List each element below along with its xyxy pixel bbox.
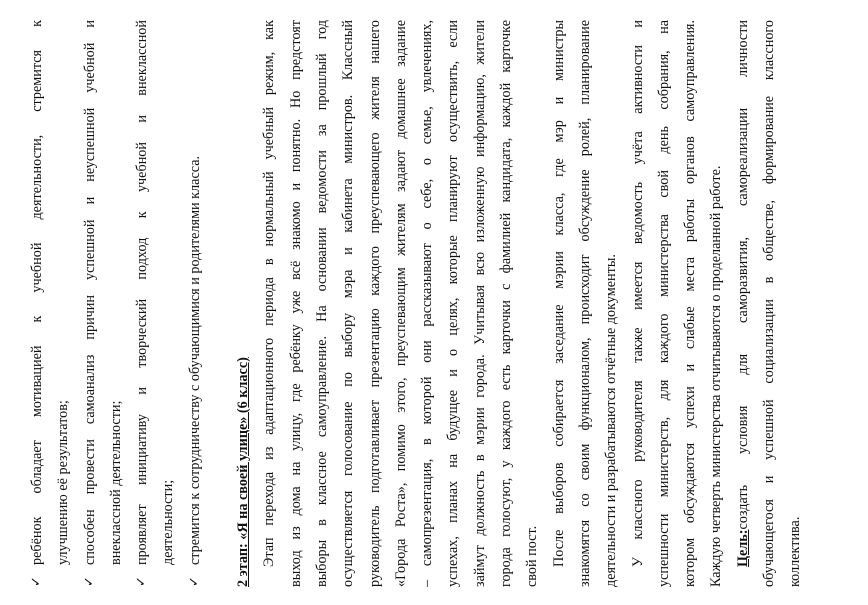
bullet-continuation-line [103, 20, 129, 587]
goal-line: коллектива. [787, 516, 804, 587]
paragraph-line: успехах, планах на будущее и о целях, которые планируют осуществить, если [445, 20, 462, 587]
bullet-text: внеклассной деятельности; [107, 400, 124, 565]
paragraph-line: «Города Роста», помимо этого, преуспевающим жителям задают домашнее задание [392, 20, 409, 587]
checkmark-icon: ✓ [81, 576, 97, 587]
paragraph-line: займут должность в мэрии города. Учитывая всю изложенную информацию, жители [471, 20, 488, 587]
goal-text: создать условия для саморазвития, самореализации личности [734, 20, 751, 530]
paragraph-line: котором обсуждаются успехи и слабые места работы органов самоуправления. [682, 20, 699, 587]
bullet-item-line [182, 20, 208, 587]
bullet-text: деятельности; [160, 479, 177, 565]
bullet-item-line [24, 20, 50, 587]
criteria-list [24, 20, 208, 587]
paragraph-after-elections [546, 20, 625, 587]
checkmark-icon: ✓ [134, 576, 150, 587]
paragraph-line: – самопрезентация, в которой они рассказывают о себе, о семье, увлечениях, [419, 20, 436, 587]
goal-label: Цель: [734, 529, 751, 567]
bullet-text: улучшению её результатов; [55, 400, 72, 565]
paragraph-line: руководитель подготавливает презентацию каждого преуспевающего жителя нашего [366, 20, 383, 587]
paragraph-teacher-ledger [625, 20, 730, 587]
bullet-text: ребёнок обладает мотивацией к учебной деятельности, стремится к [29, 20, 45, 565]
paragraph-line: У классного руководителя также имеется ведомость учёта активности и [629, 20, 646, 567]
section-heading: 2 этап: «Я на своей улице» (6 класс) [235, 357, 252, 587]
goal-first-line [730, 20, 756, 587]
paragraph-line: Этап перехода из адаптационного периода в нормальный учебный режим, как [261, 20, 278, 567]
spacer [208, 20, 230, 587]
bullet-text: проявляет инициативу и творческий подход к учебной и внеклассной [134, 20, 151, 565]
paragraph-line: выход из дома на улицу, где ребёнку уже всё знакомо и понятно. Но предстоят [287, 20, 304, 587]
checkmark-icon: ✓ [186, 576, 202, 587]
paragraph-line: осуществляется голосование по выбору мэра и кабинета министров. Классный [340, 20, 357, 587]
bullet-item-line [77, 20, 103, 587]
bullet-text: стремится к сотрудничеству с обучающимися и родителями класса. [186, 155, 203, 565]
paragraph-stage-description [256, 20, 545, 587]
checkmark-icon: ✓ [29, 576, 44, 587]
bullet-continuation-line [50, 20, 76, 587]
bullet-text: способен провести самоанализ причин успешной и неуспешной учебной и [81, 20, 98, 565]
goal-block [730, 20, 809, 587]
paragraph-line: деятельности и разрабатываются отчётные документы. [603, 254, 620, 587]
paragraph-line: Каждую четверть министерства отчитываются о проделанной работе. [708, 165, 725, 587]
paragraph-line: После выборов собирается заседание мэрии класса, где мэр и министры [550, 20, 567, 567]
paragraph-line: знакомятся со своим функционалом, происходит обсуждение ролей, планирование [576, 20, 593, 587]
bullet-item-line [129, 20, 155, 587]
bullet-continuation-line [155, 20, 181, 587]
goal-line: обучающегося и успешной социализации в обществе, формирование классного [761, 20, 778, 587]
paragraph-line: города голосуют, у каждого есть карточки с фамилией кандидата, каждой карточке [498, 20, 515, 587]
paragraph-line: выборы в классное самоуправление. На основании ведомости за прошлый год [313, 20, 330, 587]
paragraph-line: свой пост. [524, 525, 541, 587]
paragraph-line: успешности министерств, для каждого министерства свой день собрания, на [655, 20, 672, 587]
